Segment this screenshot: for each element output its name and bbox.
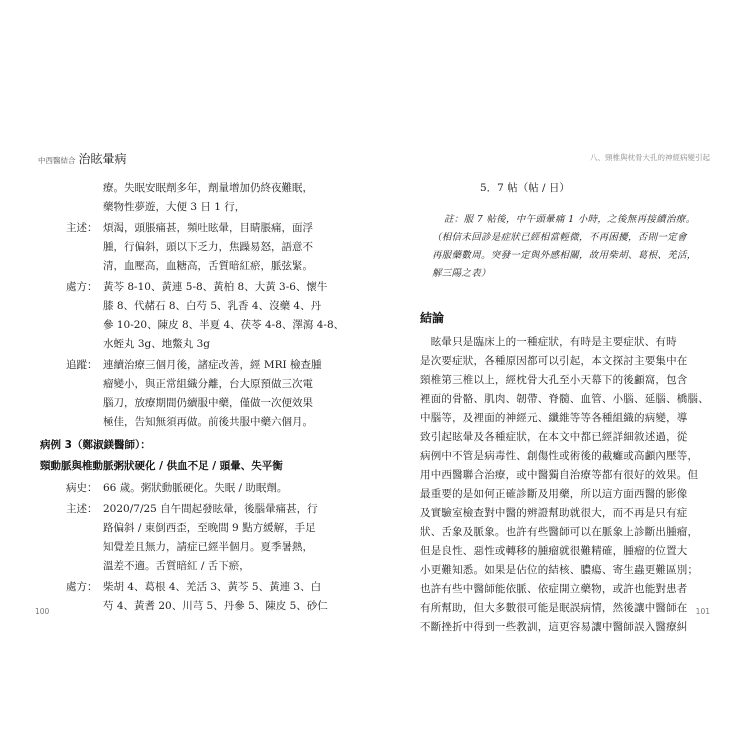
paragraph-line: 眩暈只是臨床上的一種症狀，有時是主要症狀、有時 (420, 336, 677, 348)
entry-line: 膝 8、代赭石 8、白芍 5、乳香 4、沒藥 4、丹 (103, 300, 322, 312)
entry-line: 芍 4、黃耆 20、川芎 5、丹參 5、陳皮 5、砂仁 (103, 600, 328, 612)
entry-line: 連續治療三個月後，諸症改善，經 MRI 檢查腫 (103, 359, 322, 371)
running-head-left (38, 150, 127, 167)
page-number-right: 101 (695, 607, 710, 616)
entry-line: 煩渴，頭脹痛甚，頻吐眩暈，目睛脹痛，面浮 (103, 222, 313, 234)
page-number-left: 100 (35, 607, 50, 616)
dose-line: 5．7 帖（帖 / 日） (480, 182, 570, 194)
case-heading: 病例 3（鄭淑鎂醫師）： (40, 439, 151, 451)
entry-label-complaint: 主述： (66, 503, 98, 515)
entry-line: 2020/7/25 自午間起發眩暈，後腦暈痛甚，行 (103, 503, 318, 515)
paragraph-line: 病例中不管是病毒性、創傷性或術後的截癱或高顱內壓等， (420, 450, 699, 462)
paragraph-line: 有所幫助，但大多數很可能是眠誤病情，然後讓中醫師在 (420, 602, 688, 614)
paragraph-line: 及實驗室檢查對中醫的辨證幫助就很大，而不再是只有症 (420, 507, 688, 519)
entry-line: 柴胡 4、葛根 4、羌活 3、黃芩 5、黃連 3、白 (103, 581, 322, 593)
intro-line: 藥物性夢遊，大便 3 日 1 行， (103, 201, 246, 213)
running-head-series: 中西醫結合 (38, 156, 76, 165)
running-head-chapter: 八、頸椎與枕骨大孔的神經病變引起 (590, 153, 710, 162)
paragraph-line: 小更難知悉。如果是佔位的結核、膿瘍、寄生蟲更難區別； (420, 564, 699, 576)
paragraph-line: 但是良性、惡性或轉移的腫瘤就很難精確，腫瘤的位置大 (420, 545, 688, 557)
entry-label-complaint: 主述： (66, 222, 98, 234)
entry-label-prescription: 處方： (66, 281, 98, 293)
entry-line: 清，血壓高，血糖高，舌質暗紅瘀，脈弦緊。 (103, 260, 313, 272)
paragraph-line: 最重要的是如何正確診斷及用藥，所以這方面西醫的影像 (420, 488, 688, 500)
entry-label-followup: 追蹤： (66, 359, 98, 371)
paragraph-line: 也許有些中醫師能依脈、依症開立藥物，或許也能對患者 (420, 583, 688, 595)
entry-line: 極佳，告知無須再做。前後共服中藥六個月。 (103, 416, 313, 428)
paragraph-line: 裡面的骨骼、肌肉、韌帶、脊髓、血管、小腦、延腦、橋腦、 (420, 393, 709, 405)
entry-line: 66 歲。粥狀動脈硬化。失眠 / 助眠劑。 (103, 482, 288, 494)
paragraph-line: 狀、舌象及脈象。也許有些醫師可以在脈象上診斷出腫瘤， (420, 526, 699, 538)
note-line: 解三陽之表） (432, 268, 491, 279)
paragraph-line: 致引起眩暈及各種症狀，在本文中都已經詳細敘述過，從 (420, 431, 688, 443)
note-line: 再服藥數周。突發一定與外感相關，故用柴胡、葛根、羌活， (432, 250, 697, 261)
section-title: 結論 (420, 311, 445, 325)
entry-line: 水蛭丸 3g、地鱉丸 3g (103, 338, 210, 350)
entry-line: 腦刀，放療期間仍續服中藥，僅做一次便效果 (103, 397, 313, 409)
paragraph-line: 用中西醫聯合治療，或中醫獨自治療等都有很好的效果。但 (420, 469, 699, 481)
entry-line: 腫，行偏斜，頭以下乏力，焦躁易怒，語意不 (103, 241, 313, 253)
paragraph-line: 是次要症狀，各種原因都可以引起，本文探討主要集中在 (420, 355, 688, 367)
paragraph-line: 中腦等，及裡面的神經元、纖維等等各種組織的病變，導 (420, 412, 688, 424)
paragraph-line: 頸椎第三椎以上，經枕骨大孔至小天幕下的後顱窩，包含 (420, 374, 688, 386)
entry-line: 瘤變小，與正常組織分離，台大原預做三次電 (103, 378, 313, 390)
entry-line: 溫差不適。舌質暗紅 / 舌下瘀， (103, 560, 250, 572)
case-subheading: 頸動脈與椎動脈粥狀硬化 / 供血不足 / 頭暈、失平衡 (40, 460, 283, 472)
entry-line: 參 10-20、陳皮 8、半夏 4、茯苓 4-8、澤瀉 4-8、 (103, 319, 345, 331)
note-line: 註：服 7 帖後，中午頭暈痛 1 小時，之後無再接續治療。 (444, 214, 696, 225)
entry-line: 路偏斜 / 東倒西歪，至晚間 9 點方緩解，手足 (103, 522, 316, 534)
entry-line: 黃芩 8-10、黃連 5-8、黃柏 8、大黃 3-6、懷牛 (103, 281, 328, 293)
entry-label-prescription: 處方： (66, 581, 98, 593)
intro-line: 療。失眠安眠劑多年，劑量增加仍終夜難眠， (103, 182, 313, 194)
running-head-book-title: 治眩暈病 (78, 152, 127, 166)
paragraph-line: 不斷挫折中得到一些教訓，這更容易讓中醫師誤入醫療糾 (420, 621, 688, 633)
entry-line: 知覺差且無力，請症已經半個月。夏季暑熱， (103, 541, 313, 553)
entry-label-history: 病史： (66, 482, 98, 494)
note-line: （相信未回診是症狀已經相當輕微，不再困擾，否則一定會 (432, 232, 687, 243)
